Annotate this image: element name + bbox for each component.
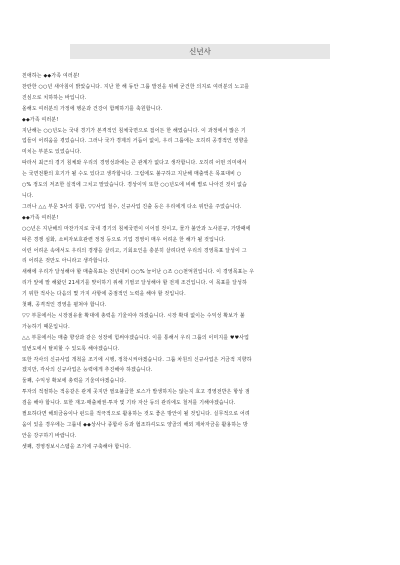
body-line: 둘째, 수익성 확보에 총력을 기울여야겠습니다. [22, 378, 127, 385]
body-line: 그러나 △△ 부문 3사의 통합, ▽▽사업 철수, 신규사업 진출 등은 우리에게 다소 위안을 주었습니다. [22, 203, 242, 210]
body-line: 안을 강구하기 바랍니다. [22, 432, 77, 439]
body-line: 따른 경쟁 심화, 소비자보호관련 정정 등으로 기업 경영이 매우 어려운 한 해가 될 것입니다. [22, 236, 226, 243]
title-bar [70, 44, 330, 59]
body-line: ◆◆가족 여러분! [22, 214, 59, 221]
body-line: 겠지만, 각사의 신규사업은 능력에게 추진해야 하겠습니다. [22, 367, 153, 374]
body-line: 첫째, 공격적인 경영을 펼쳐야 합니다. [22, 302, 107, 309]
body-line: 는 국면전환의 호기가 될 수도 있다고 생각합니다. 그럼에도 불구하고 지난해 매출액은 목표대비 ○ [22, 171, 242, 178]
body-line: 가능하기 때문입니다. [22, 323, 70, 330]
body-line: ○% 정도의 저조한 실적에 그치고 말았습니다. 경상이익 또한 ○○년도에 비해 별로 나아진 것이 없습 [22, 182, 248, 189]
body-line: ▽▽ 부문에서는 시장점유율 확대에 총력을 기울여야 하겠습니다. 시장 확대 없이는 수익성 확보가 불 [22, 312, 245, 319]
body-line: 이런 어려운 속에서도 우리의 경쟁을 살리고, 기회요인을 충분히 살려다면 우리의 경영목표 달성이 그 [22, 247, 247, 254]
body-line: 일번도에서 탈피할 수 있도록 해야겠습니다. [22, 345, 120, 352]
document-title: 신년사 [189, 47, 211, 56]
body-line: 투자의 적절하는 적응같은 관계 곳지만 필요불급한 로스가 발생하지는 않는지 효고 경영전반은 항상 점 [22, 389, 250, 396]
body-line: 니다. [22, 192, 34, 199]
body-line: 지난해는 ○○년도는 국내 경기가 본격적인 침체국면으로 접어든 한 해였습니다. 이 과정에서 많은 기 [22, 127, 246, 134]
document-body [22, 71, 380, 453]
body-line: 검을 해야 합니다. 또한 재고·매출채권·투자 및 기타 자산 등의 관리에도 철저를 기해야겠습니다. [22, 400, 236, 407]
body-line: 리가 앞에 말 해왔던 21세기를 맞이하기 위해 기필코 달성해야 할 전제 조건입니다. 이 목표를 달성하 [22, 280, 247, 287]
body-line: 움이 있을 경우에는 그룹내 ◆◆상사나 종합사 등과 협조하셔도도 양골의 해외 제차자금을 활용하는 방 [22, 422, 248, 428]
body-line: 또한 각사의 신규사업 개척을 조기에 시행, 정착시켜야겠습니다. 그룹 차원의 신규사업은 거금적 지향하 [22, 356, 252, 363]
body-line: ○○년은 지난해의 마찬가지로 국내 경기의 침체국면이 이어질 것이고, 물가 불안과 노사분규, 가방패에 [22, 225, 251, 232]
body-line: 친애하는 ◆◆가족 여러분! [22, 73, 80, 79]
body-line: 셋째, 경영정보시스템을 조기에 구축해야 합니다. [22, 443, 132, 450]
body-line: 올해도 여러분의 가정에 행운과 건강이 함께하기를 축원합니다. [22, 105, 163, 112]
body-line: 업들이 어려움을 겪었습니다. 그러나 국가 경제의 거듭이 없이, 우리 그룹에는 오히려 공경적인 영향을 [22, 138, 249, 145]
body-line: 진심으로 치하하는 바입니다. [22, 94, 87, 101]
body-line: 리 어려운 것만도 아니라고 생각합니다. [22, 258, 110, 265]
body-line: △△ 부문에서는 매출 향상과 같은 성장에 힘써야겠습니다. 이를 통해서 우리 그룹의 이미지를 ♥♥사업 [22, 334, 250, 341]
body-line: ◆◆가족 여러분! [22, 116, 59, 123]
body-line: 필요하다면 해외금융이나 펀드를 적극적으로 활용하는 것도 좋은 방안이 될 것입니다. 실무적으로 어려 [22, 411, 250, 418]
body-line: 미치는 부분도 있었습니다. [22, 149, 82, 156]
body-line: 새해에 우리가 달성해야 할 매출목표는 전년대비 ○○% 늘어난 ○조 ○○천억원입니다. 이 경영목표는 우 [22, 269, 255, 276]
body-line: 찬란한 ○○년 새아침이 밝았습니다. 지난 한 해 동안 그룹 발전을 위해 굳건한 의지로 여러분의 노고를 [22, 83, 250, 90]
body-line: 따라서 최근의 경기 침체와 우리의 경영성과에는 큰 관계가 없다고 생각합니다. 오히려 어떤 의미에서 [22, 160, 247, 167]
body-line: 기 위한 적사는 다음의 몇 가지 사항에 중점적인 노력을 해야 할 것입니다. [22, 291, 186, 298]
